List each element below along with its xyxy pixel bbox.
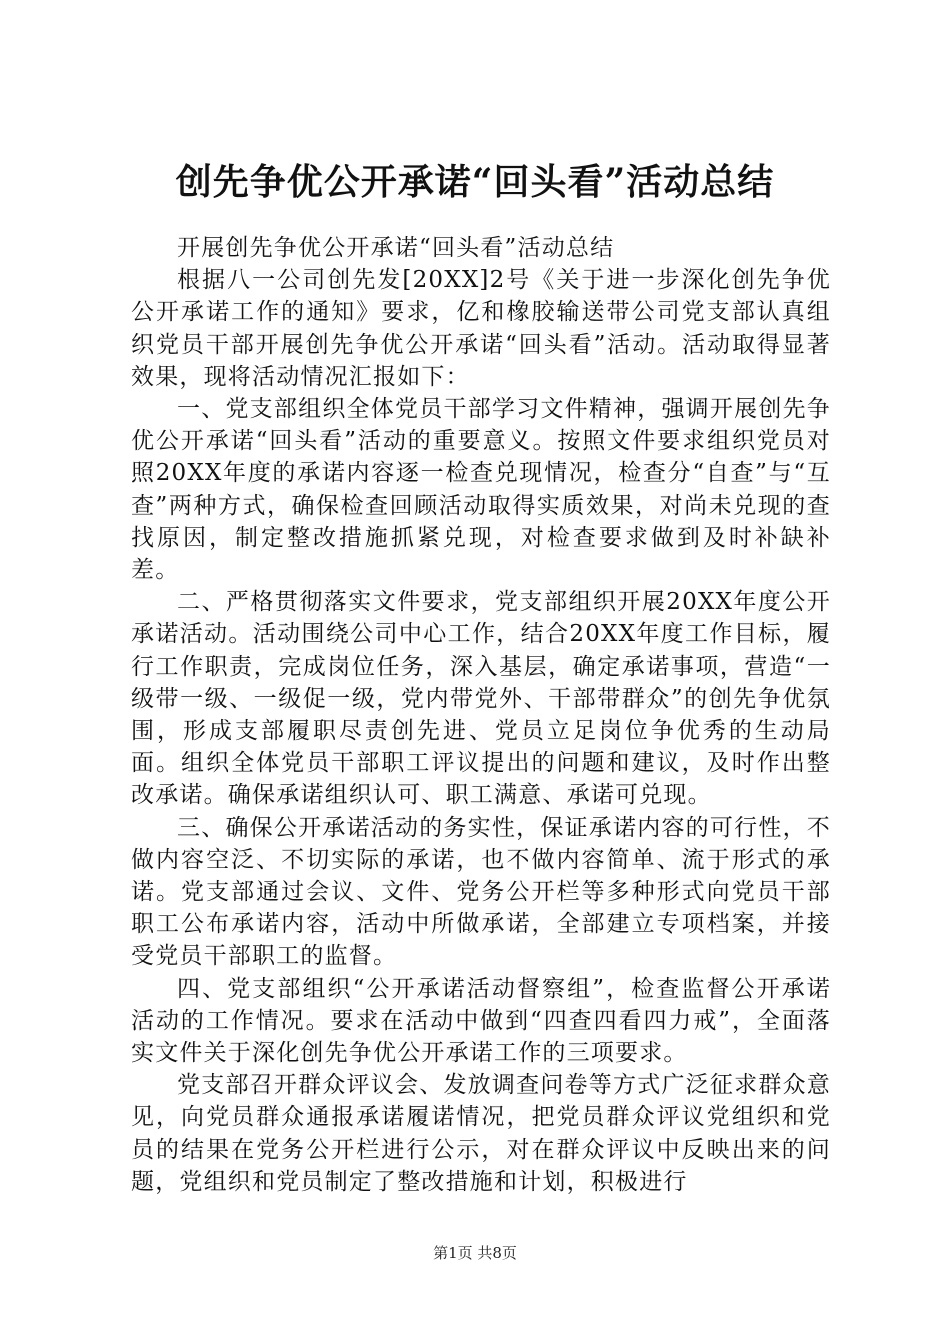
paragraph-section-3: 三、确保公开承诺活动的务实性，保证承诺内容的可行性，不做内容空泛、不切实际的承诺，也不做内容简单、流于形式的承诺。党支部通过会议、文件、党务公开栏等多种形式向党员干部职工公布承诺内容，活动中所做承诺，全部建立专项档案，并接受党员干部职工的监督。 bbox=[131, 814, 831, 970]
page-footer: 第1页 共8页 bbox=[433, 1244, 517, 1262]
document-body bbox=[131, 232, 831, 1198]
document-title: 创先争优公开承诺“回头看”活动总结 bbox=[175, 161, 775, 203]
paragraph-continuation: 党支部召开群众评议会、发放调查问卷等方式广泛征求群众意见，向党员群众通报承诺履诺情况，把党员群众评议党组织和党员的结果在党务公开栏进行公示，对在群众评议中反映出来的问题，党组织和党员制定了整改措施和计划，积极进行 bbox=[131, 1072, 831, 1195]
paragraph-section-2: 二、严格贯彻落实文件要求，党支部组织开展20XX年度公开承诺活动。活动围绕公司中心工作，结合20XX年度工作目标，履行工作职责，完成岗位任务，深入基层，确定承诺事项，营造“一级带一级、一级促一级，党内带党外、干部带群众”的创先争优氛围，形成支部履职尽责创先进、党员立足岗位争优秀的生动局面。组织全体党员干部职工评议提出的问题和建议，及时作出整改承诺。确保承诺组织认可、职工满意、承诺可兑现。 bbox=[131, 589, 831, 809]
paragraph-intro: 根据八一公司创先发[20XX]2号《关于进一步深化创先争优公开承诺工作的通知》要求，亿和橡胶输送带公司党支部认真组织党员干部开展创先争优公开承诺“回头看”活动。活动取得显著效果，现将活动情况汇报如下： bbox=[131, 267, 831, 390]
paragraph-section-4: 四、党支部组织“公开承诺活动督察组”，检查监督公开承诺活动的工作情况。要求在活动中做到“四查四看四力戒”，全面落实文件关于深化创先争优公开承诺工作的三项要求。 bbox=[131, 975, 831, 1067]
paragraph-subtitle: 开展创先争优公开承诺“回头看”活动总结 bbox=[177, 235, 615, 261]
paragraph-section-1: 一、党支部组织全体党员干部学习文件精神，强调开展创先争优公开承诺“回头看”活动的重要意义。按照文件要求组织党员对照20XX年度的承诺内容逐一检查兑现情况，检查分“自查”与“互查”两种方式，确保检查回顾活动取得实质效果，对尚未兑现的查找原因，制定整改措施抓紧兑现，对检查要求做到及时补缺补差。 bbox=[131, 396, 831, 584]
